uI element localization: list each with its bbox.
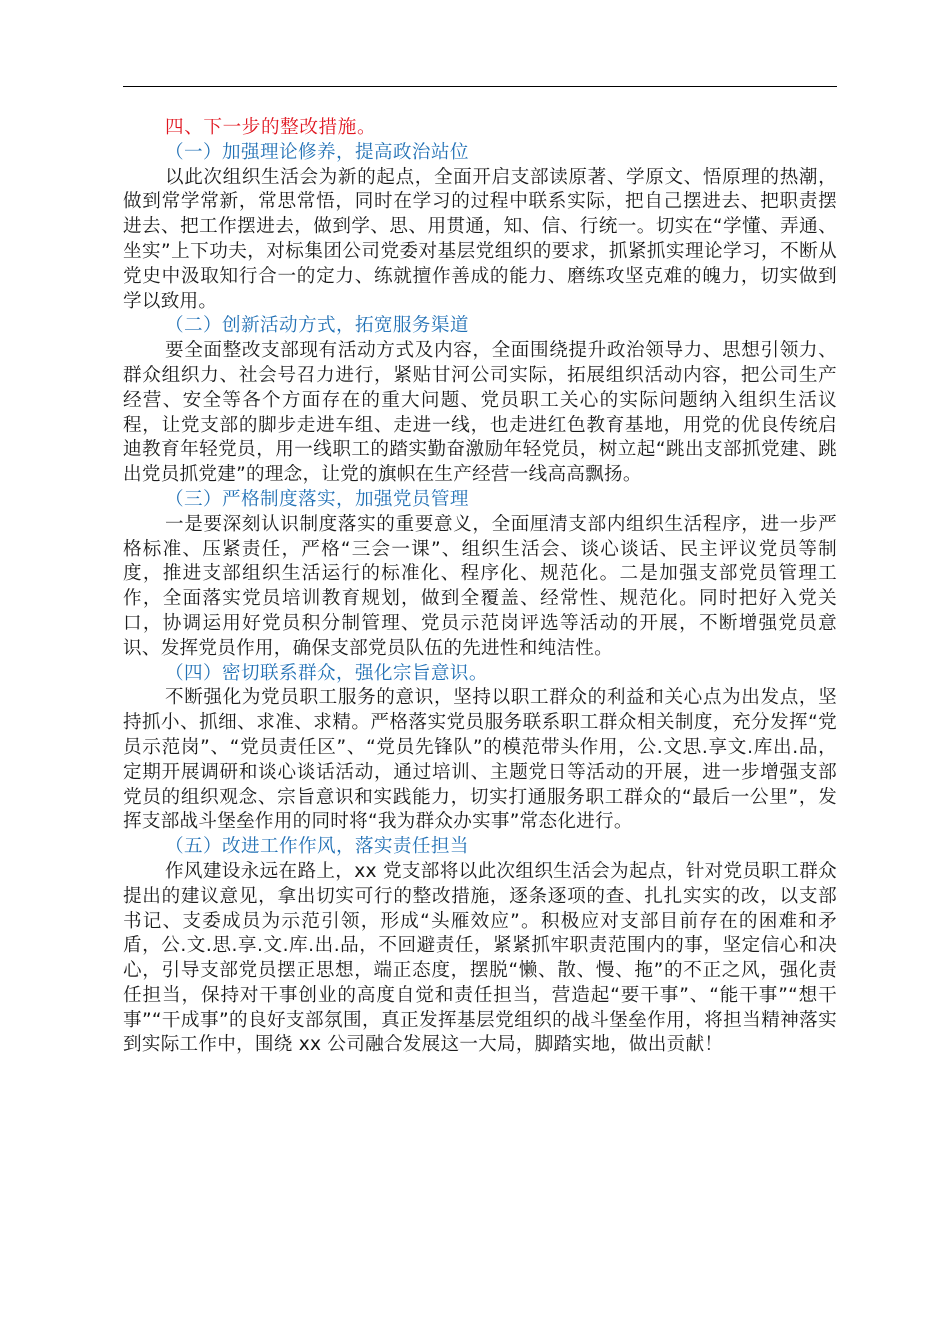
subsection-title-3: （三）严格制度落实，加强党员管理 <box>165 488 469 510</box>
subsection-body-4: 不断强化为党员职工服务的意识，坚持以职工群众的利益和关心点为出发点，坚持抓小、抓细、求准、求精。严格落实党员服务联系职工群众相关制度，充分发挥“党员示范岗”、“党员责任区”、“党员先锋队”的模范带头作用，公.文思.享文.库出.品，定期开展调研和谈心谈话活动，通过培训、主题党日等活动的开展，进一步增强支部党员的组织观念、宗旨意识和实践能力，切实打通服务职工群众的“最后一公里”，发挥支部战斗堡垒作用的同时将“我为群众办实事”常态化进行。 <box>123 687 837 833</box>
subsection-body-3: 一是要深刻认识制度落实的重要意义，全面厘清支部内组织生活程序，进一步严格标准、压紧责任，严格“三会一课”、组织生活会、谈心谈话、民主评议党员等制度，推进支部组织生活运行的标准化、程序化、规范化。二是加强支部党员管理工作，全面落实党员培训教育规划，做到全覆盖、经常性、规范化。同时把好入党关口，协调运用好党员积分制管理、党员示范岗评选等活动的开展，不断增强党员意识、发挥党员作用，确保支部党员队伍的先进性和纯洁性。 <box>123 513 837 659</box>
header-rule <box>123 86 837 87</box>
section-heading: 四、下一步的整改措施。 <box>165 117 377 138</box>
subsection-title-1: （一）加强理论修养，提高政治站位 <box>165 141 469 163</box>
subsection-body-1: 以此次组织生活会为新的起点，全面开启支部读原著、学原文、悟原理的热潮，做到常学常新，常思常悟，同时在学习的过程中联系实际，把自己摆进去、把职责摆进去、把工作摆进去，做到学、思、用贯通，知、信、行统一。切实在“学懂、弄通、坐实”上下功夫，对标集团公司党委对基层党组织的要求，抓紧抓实理论学习，不断从党史中汲取知行合一的定力、练就擅作善成的能力、磨练攻坚克难的魄力，切实做到学以致用。 <box>123 166 837 312</box>
subsection-body-5: 作风建设永远在路上，xx 党支部将以此次组织生活会为起点，针对党员职工群众提出的建议意见，拿出切实可行的整改措施，逐条逐项的查、扎扎实实的改，以支部书记、支委成员为示范引领，形成“头雁效应”。积极应对支部目前存在的困难和矛盾，公.文.思.享.文.库.出.品，不回避责任，紧紧抓牢职责范围内的事，坚定信心和决心，引导支部党员摆正思想，端正态度，摆脱“懒、散、慢、拖”的不正之风，强化责任担当，保持对干事创业的高度自觉和责任担当，营造起“要干事”、“能干事”“想干事”“干成事”的良好支部氛围，真正发挥基层党组织的战斗堡垒作用，将担当精神落实到实际工作中，围绕 xx 公司融合发展这一大局，脚踏实地，做出贡献！ <box>123 860 837 1056</box>
document-body <box>123 116 837 1058</box>
subsection-title-5: （五）改进工作作风，落实责任担当 <box>165 836 469 858</box>
subsection-title-4: （四）密切联系群众，强化宗旨意识。 <box>165 662 488 684</box>
subsection-title-2: （二）创新活动方式，拓宽服务渠道 <box>165 315 469 337</box>
subsection-body-2: 要全面整改支部现有活动方式及内容，全面围绕提升政治领导力、思想引领力、群众组织力、社会号召力进行，紧贴甘河公司实际，拓展组织活动内容，把公司生产经营、安全等各个方面存在的重大问题、党员职工关心的实际问题纳入组织生活议程，让党支部的脚步走进车组、走进一线，也走进红色教育基地，用党的优良传统启迪教育年轻党员，用一线职工的踏实勤奋激励年轻党员，树立起“跳出支部抓党建、跳出党员抓党建”的理念，让党的旗帜在生产经营一线高高飘扬。 <box>123 340 837 486</box>
